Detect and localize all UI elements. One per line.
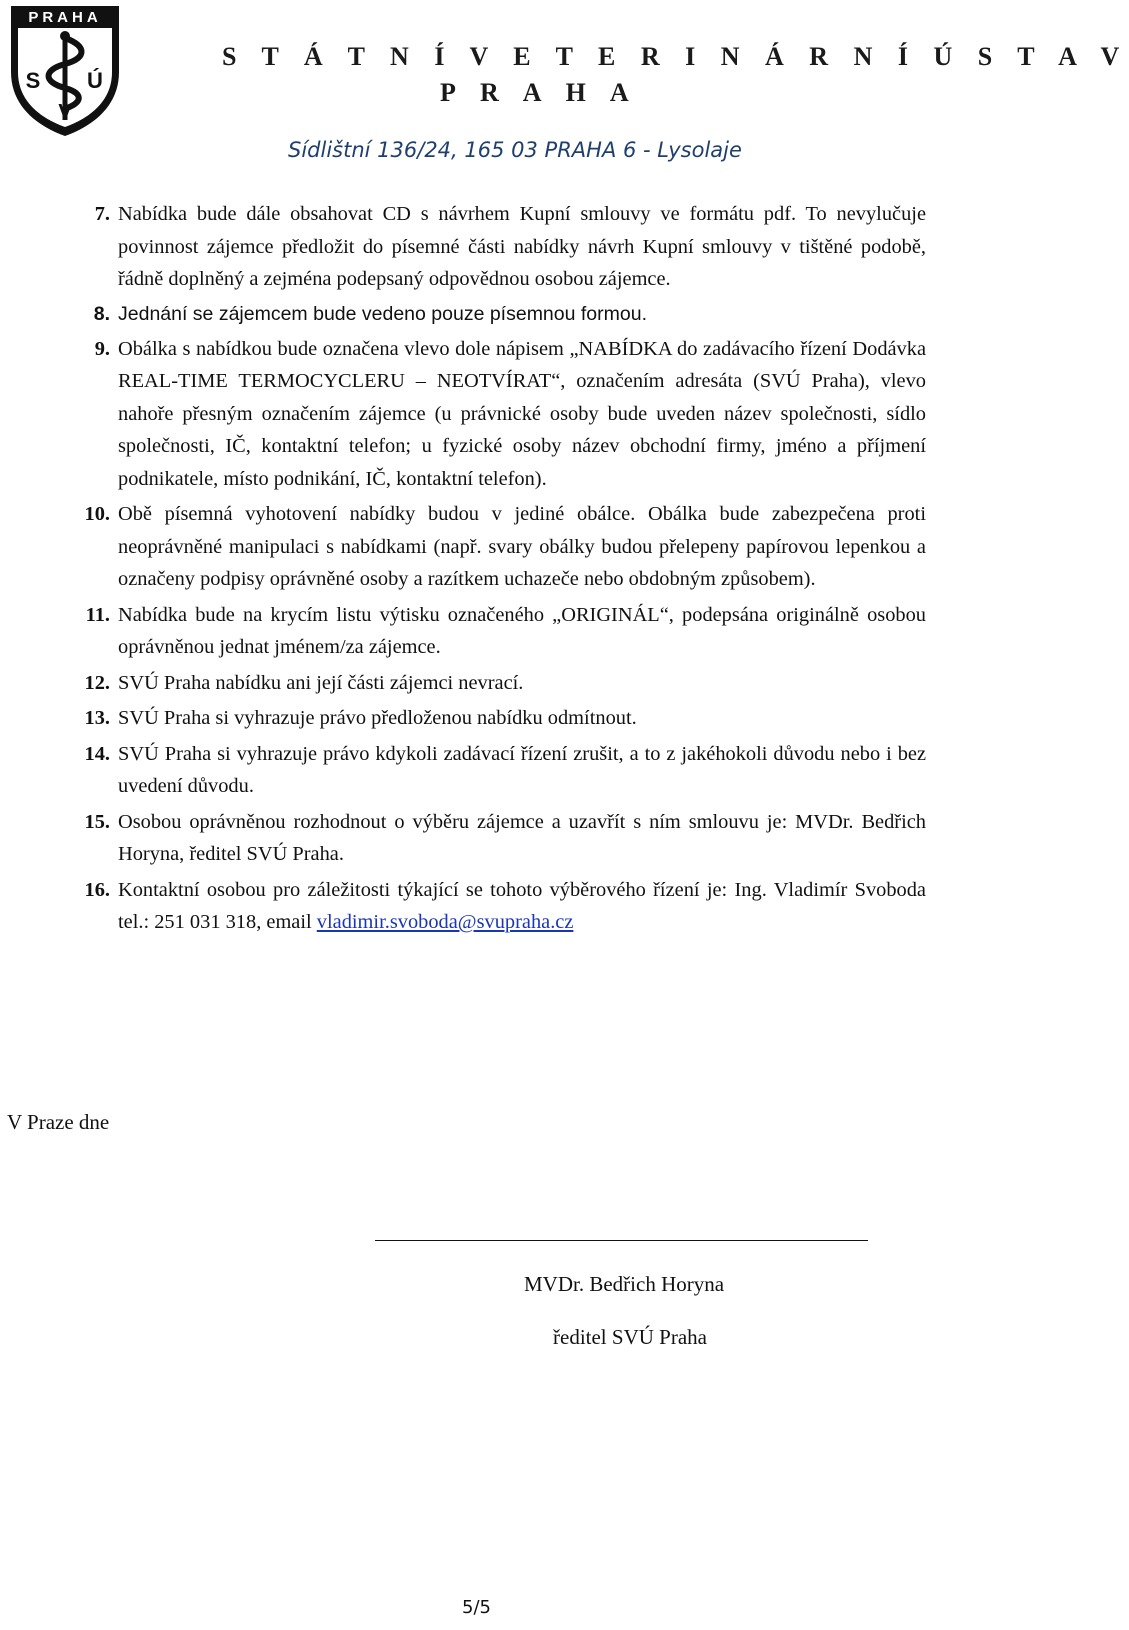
item-number: 15.	[84, 810, 110, 833]
list-item	[0, 299, 960, 330]
place-date-label: V Praze dne	[7, 1110, 110, 1134]
logo-top-text: PRAHA	[28, 9, 102, 26]
list-item	[0, 874, 960, 939]
item-number: 7.	[94, 203, 110, 225]
list-item	[0, 498, 960, 596]
list-item	[0, 702, 960, 735]
signature-line	[375, 1240, 868, 1241]
item-text: Nabídka bude dále obsahovat CD s návrhem Kupní smlouvy ve formátu pdf. To nevylučuje povinnost zájemce předložit do písemné části nabídky návrh Kupní smlouvy v tištěné podobě, řádně doplněný a zejména podepsaný odpovědnou osobou zájemce.	[118, 203, 926, 290]
item-number: 13.	[84, 707, 110, 729]
item-text: Obě písemná vyhotovení nabídky budou v jediné obálce. Obálka bude zabezpečena proti neoprávněné manipulaci s nabídkami (např. svary obálky budou přelepeny papírovou lepenkou a označeny podpisy oprávněné osoby a razítkem uchazeče nebo obdobným způsobem).	[118, 503, 926, 590]
list-item	[0, 738, 960, 803]
institute-address: Sídlištní 136/24, 165 03 PRAHA 6 - Lysolaje	[288, 138, 742, 162]
signatory-title: ředitel SVÚ Praha	[553, 1325, 707, 1349]
item-text: Obálka s nabídkou bude označena vlevo dole nápisem „NABÍDKA do zadávacího řízení Dodávka REAL-TIME TERMOCYCLERU – NEOTVÍRAT“, označením adresáta (SVÚ Praha), vlevo nahoře přesným označením zájemce (u právnické osoby bude uveden název společnosti, sídlo společnosti, IČ, kontaktní telefon; u fyzické osoby název obchodní firmy, jméno a příjmení podnikatele, místo podnikání, IČ, kontaktní telefon).	[118, 337, 926, 490]
item-number: 16.	[84, 878, 110, 901]
item-number: 9.	[94, 337, 110, 360]
item-text: Jednání se zájemcem bude vedeno pouze písemnou formou.	[118, 302, 647, 325]
item-text: Osobou oprávněnou rozhodnout o výběru zájemce a uzavřít s ním smlouvu je: MVDr. Bedřich Horyna, ředitel SVÚ Praha.	[118, 810, 926, 865]
item-number: 14.	[84, 742, 110, 765]
signatory-name: MVDr. Bedřich Horyna	[524, 1272, 725, 1296]
institute-name: S T Á T N Í V E T E R I N Á R N Í Ú S T A V	[222, 42, 1129, 71]
item-text: SVÚ Praha si vyhrazuje právo předloženou nabídku odmítnout.	[118, 707, 637, 729]
list-item	[0, 667, 960, 700]
item-number: 8.	[93, 302, 110, 325]
item-number: 10.	[84, 503, 110, 525]
email-link[interactable]: vladimir.svoboda@svupraha.cz	[316, 911, 574, 933]
conditions-list	[0, 198, 960, 942]
list-item	[0, 599, 960, 664]
logo-letter-v: V	[58, 101, 72, 123]
logo-letter-s: S	[25, 68, 41, 93]
item-number: 12.	[84, 671, 110, 694]
list-item	[0, 333, 960, 496]
item-text: Nabídka bude na krycím listu výtisku označeného „ORIGINÁL“, podepsána originálně osobou oprávněnou jednat jménem/za zájemce.	[118, 603, 926, 658]
list-item	[0, 198, 960, 296]
item-text: Kontaktní osobou pro záležitosti týkající se tohoto výběrového řízení je: Ing. Vladimír Svoboda tel.: 251 031 318, email	[118, 878, 926, 933]
item-text: SVÚ Praha si vyhrazuje právo kdykoli zadávací řízení zrušit, a to z jakéhokoli důvodu nebo i bez uvedení důvodu.	[118, 742, 926, 797]
item-number: 11.	[85, 603, 110, 626]
item-text: SVÚ Praha nabídku ani její části zájemci nevrací.	[118, 671, 524, 694]
list-item	[0, 806, 960, 871]
logo-letter-u: Ú	[87, 68, 103, 93]
svu-logo	[5, 2, 125, 138]
page-number: 5/5	[462, 1597, 491, 1618]
institute-city: P R A H A	[440, 78, 639, 107]
